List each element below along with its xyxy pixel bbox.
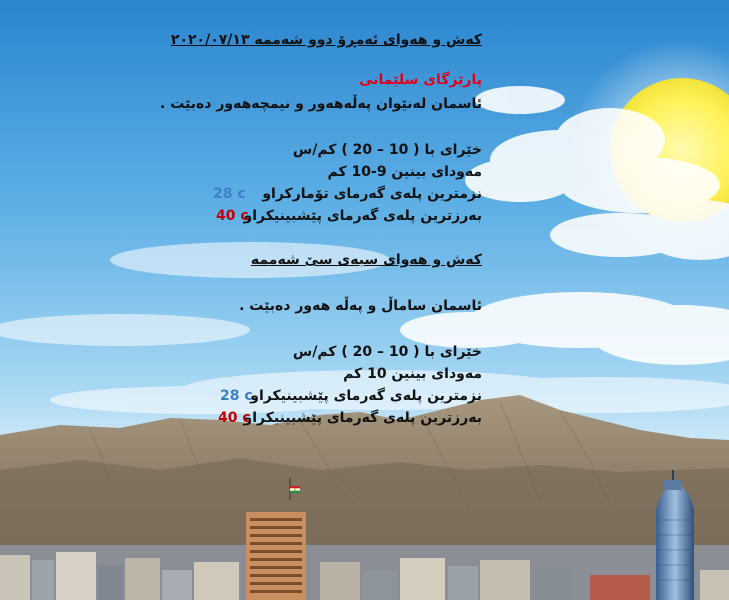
- tomorrow-wind: خێرای با ( 10 – 20 ) کم/س: [292, 344, 482, 360]
- today-wind: خێرای با ( 10 – 20 ) کم/س: [292, 142, 482, 158]
- today-sky: ئاسمان لەنێوان پەڵەهەور و نیمچەهەور دەبێت .: [160, 96, 482, 112]
- tomorrow-min-value: 28 c: [220, 388, 253, 404]
- city-name: پارێزگای سلێمانی: [359, 72, 482, 88]
- today-min-label: نزمترین پلەی گەرمای تۆمارکراو: [262, 186, 482, 202]
- today-max-label: بەرزترین پلەی گەرمای پێشبینیکراو: [243, 208, 482, 224]
- tomorrow-min-label: نزمترین پلەی گەرمای پێشبینیکراو: [250, 388, 482, 404]
- today-max-value: 40 c: [216, 208, 249, 224]
- today-min-value: 28 c: [213, 186, 246, 202]
- today-visibility: مەودای بینین 9-10 کم: [327, 164, 482, 180]
- tomorrow-max-label: بەرزترین پلەی گەرمای پێشبینیکراو: [243, 410, 482, 426]
- tomorrow-heading: کەش و هەوای سبەی سێ شەممە: [250, 252, 482, 268]
- tomorrow-max-value: 40 c: [218, 410, 251, 426]
- tomorrow-visibility: مەودای بینین 10 کم: [343, 366, 482, 382]
- tomorrow-sky: ئاسمان ساماڵ و پەڵە هەور دەبێت .: [239, 298, 482, 314]
- today-heading: کەش و هەوای ئەمڕۆ دوو شەممە ٢٠٢٠/٠٧/١٣: [170, 32, 482, 48]
